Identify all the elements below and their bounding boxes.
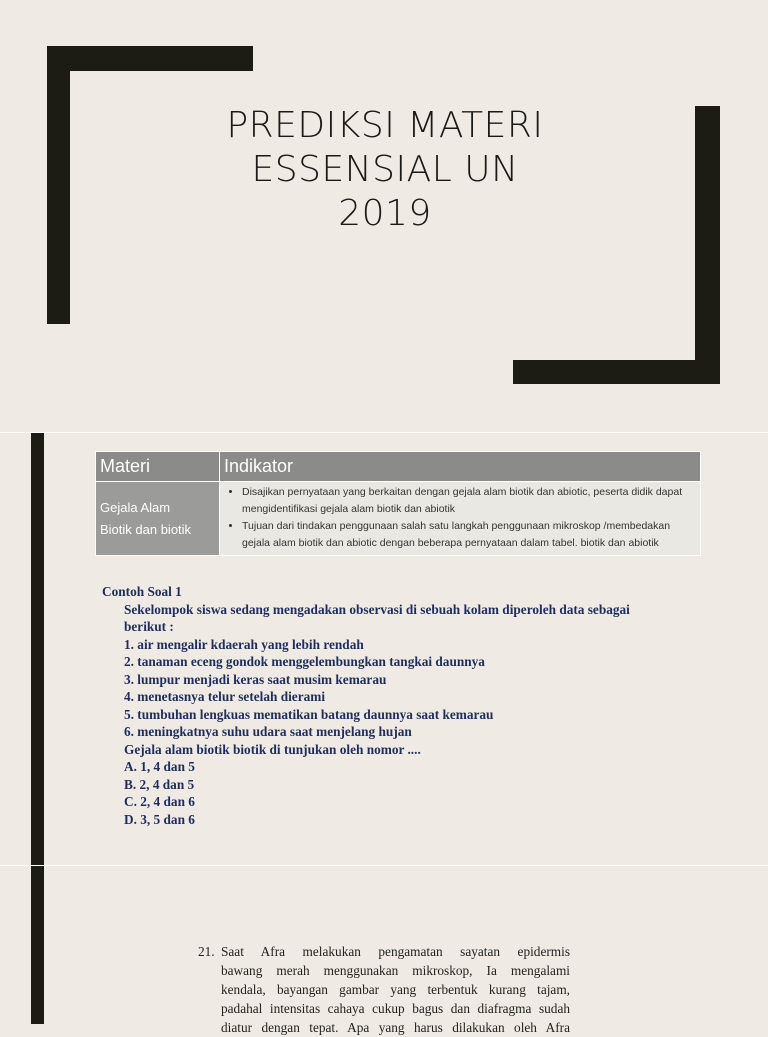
soal-line-5: 3. lumpur menjadi keras saat musim kemarau [124, 671, 387, 687]
table-row [96, 482, 701, 556]
frame-top-left-horizontal [47, 46, 253, 71]
soal-line-8: 6. meningkatnya suhu udara saat menjelang hujan [124, 724, 412, 739]
title-line-2: ESSENSIAL UN [251, 149, 519, 190]
soal-line-1: Sekelompok siswa sedang mengadakan observasi di sebuah kolam diperoleh data sebagai [124, 601, 630, 617]
soal-line-4: 2. tanaman eceng gondok menggelembungkan tangkai daunnya [124, 654, 485, 669]
frame-top-left-vertical [47, 46, 70, 324]
question-line-4: padahal intensitas cahaya cukup bagus dan diafragma sudah [221, 1001, 570, 1016]
soal-line-3: 1. air mengalir kdaerah yang lebih rendah [124, 636, 364, 652]
contoh-soal [102, 583, 702, 828]
indikator-cell [220, 482, 701, 556]
indikator-item-2: • Tujuan dari tindakan penggunaan salah satu langkah penggunaan mikroskop /membedakan gejala alam biotik dan abiotic dengan beberapa pernyataan dalam tabel. biotik dan abiotik [242, 518, 694, 552]
question-number: 21. [198, 944, 215, 959]
option-b: B. 2, 4 dan 5 [124, 776, 195, 792]
option-a: A. 1, 4 dan 5 [124, 759, 195, 774]
frame-bottom-right-vertical [695, 106, 720, 384]
question-line-5: diatur dengan tepat. Apa yang harus dilakukan oleh Afra [221, 1020, 570, 1035]
question-line-1: Saat Afra melakukan pengamatan sayatan epidermis [221, 944, 570, 959]
indikator-list [226, 484, 694, 552]
title-line-1: PREDIKSI MATERI [226, 105, 544, 146]
soal-heading: Contoh Soal 1 [102, 584, 182, 599]
slide-title [150, 104, 620, 236]
title-slide [0, 0, 768, 432]
option-c: C. 2, 4 dan 6 [124, 794, 195, 809]
materi-cell [96, 482, 220, 556]
option-d: D. 3, 5 dan 6 [124, 811, 195, 827]
soal-line-7: 5. tumbuhan lengkuas mematikan batang daunnya saat kemarau [124, 706, 494, 722]
soal-question: Gejala alam biotik biotik di tunjukan oleh nomor .... [124, 741, 421, 757]
soal-line-2: berikut : [124, 619, 174, 634]
table-header-row [96, 452, 701, 482]
left-accent-bar [31, 433, 44, 865]
materi-line-1: Gejala Alam [100, 499, 171, 515]
indikator-table [95, 451, 701, 556]
header-indikator: Indikator [220, 452, 701, 482]
left-accent-bar-2 [31, 866, 44, 1024]
materi-line-2: Biotik dan biotik [100, 521, 192, 537]
indikator-item-1: • Disajikan pernyataan yang berkaitan dengan gejala alam biotik dan abiotic, peserta didik dapat mengidentifikasi gejala alam biotik dan abiotik [242, 484, 694, 518]
question-slide [0, 866, 768, 1035]
question-text [221, 942, 570, 1037]
question-line-2: bawang merah menggunakan mikroskop, Ia mengalami [221, 963, 570, 978]
question-line-3: kendala, bayangan gambar yang terbentuk kurang tajam, [221, 982, 570, 997]
header-materi: Materi [96, 452, 220, 482]
materi-slide [0, 433, 768, 865]
title-line-3: 2019 [338, 193, 432, 234]
soal-line-6: 4. menetasnya telur setelah dierami [124, 689, 326, 704]
frame-bottom-right-horizontal [513, 360, 720, 384]
